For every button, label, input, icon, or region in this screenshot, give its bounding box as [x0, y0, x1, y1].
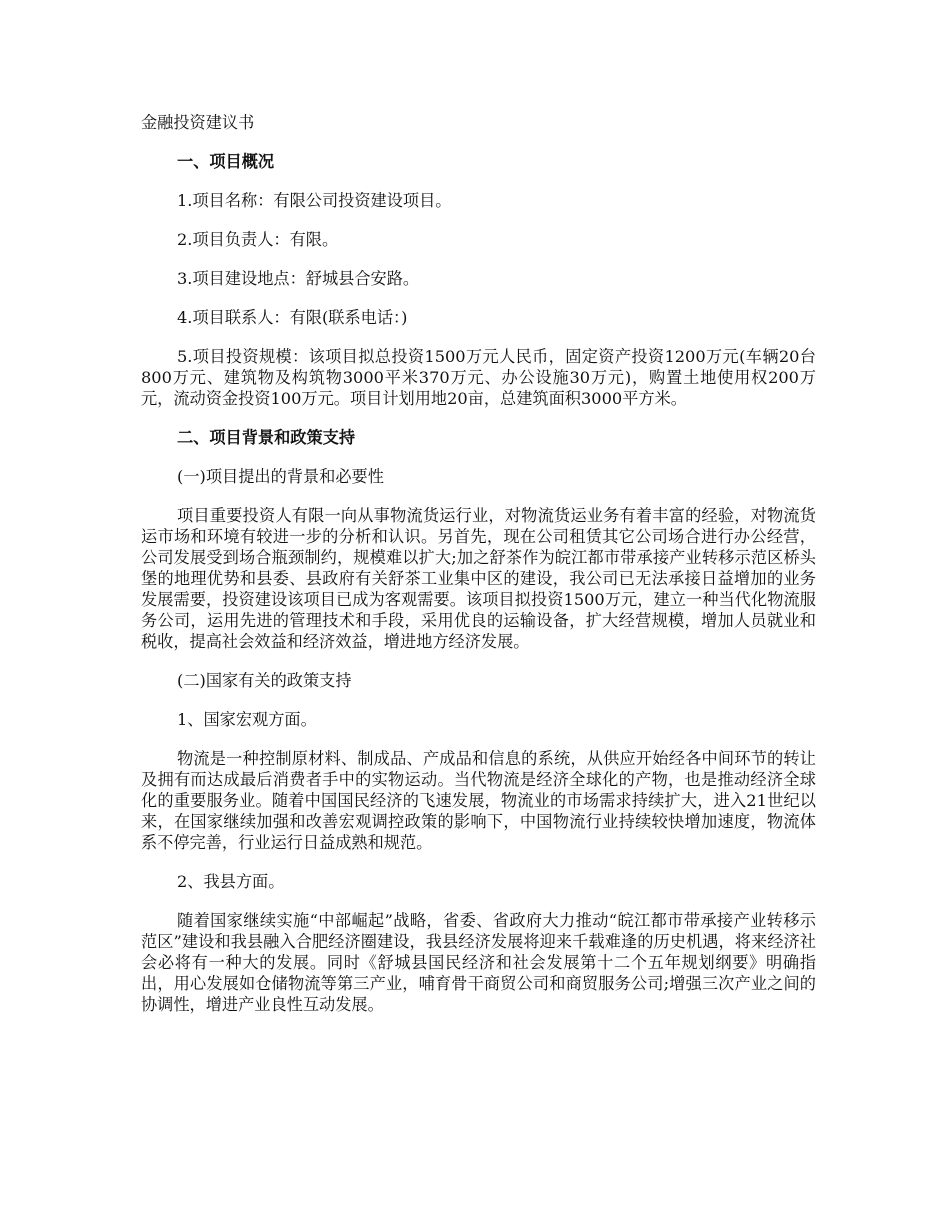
- project-leader-item: 2.项目负责人：有限。: [177, 230, 339, 249]
- document-page: [141, 112, 816, 1033]
- project-scale-item: 5.项目投资规模：该项目拟总投资1500万元人民币，固定资产投资1200万元(车辆20台800万元、建筑物及构筑物3000平米370万元、办公设施30万元)，购置土地使用权200万元，流动资金投资100万元。项目计划用地20亩，总建筑面积3000平方米。: [141, 347, 816, 408]
- county-policy-paragraph: 随着国家继续实施“中部崛起”战略，省委、省政府大力推动“皖江都市带承接产业转移示范区”建设和我县融入合肥经济圈建设，我县经济发展将迎来千载难逢的历史机遇，将来经济社会必将有一种大的发展。同时《舒城县国民经济和社会发展第十二个五年规划纲要》明确指出，用心发展如仓储物流等第三产业，哺育骨干商贸公司和商贸服务公司;增强三次产业之间的协调性，增进产业良性互动发展。: [141, 911, 816, 1014]
- project-contact-item: 4.项目联系人：有限(联系电话：): [177, 308, 408, 327]
- background-paragraph: 项目重要投资人有限一向从事物流货运行业，对物流货运业务有着丰富的经验，对物流货运市场和环境有较进一步的分析和认识。另首先，现在公司租赁其它公司场合进行办公经营，公司发展受到场合瓶颈制约，规模难以扩大;加之舒茶作为皖江都市带承接产业转移示范区桥头堡的地理优势和县委、县政府有关舒茶工业集中区的建设，我公司已无法承接日益增加的业务发展需要，投资建设该项目已成为客观需要。该项目拟投资1500万元，建立一种当代化物流服务公司，运用先进的管理技术和手段，采用优良的运输设备，扩大经营规模，增加人员就业和税收，提高社会效益和经济效益，增进地方经济发展。: [141, 506, 816, 651]
- document-title: 金融投资建议书: [141, 113, 255, 132]
- project-name-item: 1.项目名称：有限公司投资建设项目。: [177, 191, 452, 210]
- subsection-title-background: (一)项目提出的背景和必要性: [177, 467, 384, 486]
- national-policy-paragraph: 物流是一种控制原材料、制成品、产成品和信息的系统，从供应开始经各中间环节的转让及拥有而达成最后消费者手中的实物运动。当代物流是经济全球化的产物，也是推动经济全球化的重要服务业。随着中国国民经济的飞速发展，物流业的市场需求持续扩大，进入21世纪以来，在国家继续加强和改善宏观调控政策的影响下，中国物流行业持续较快增加速度，物流体系不停完善，行业运行日益成熟和规范。: [141, 749, 816, 852]
- subsection-title-policy: (二)国家有关的政策支持: [177, 671, 352, 690]
- project-location-item: 3.项目建设地点：舒城县合安路。: [177, 269, 420, 288]
- section-heading-background: 二、项目背景和政策支持: [177, 428, 356, 447]
- section-heading-overview: 一、项目概况: [177, 152, 275, 171]
- national-policy-title: 1、国家宏观方面。: [177, 710, 317, 729]
- county-policy-title: 2、我县方面。: [177, 872, 285, 891]
